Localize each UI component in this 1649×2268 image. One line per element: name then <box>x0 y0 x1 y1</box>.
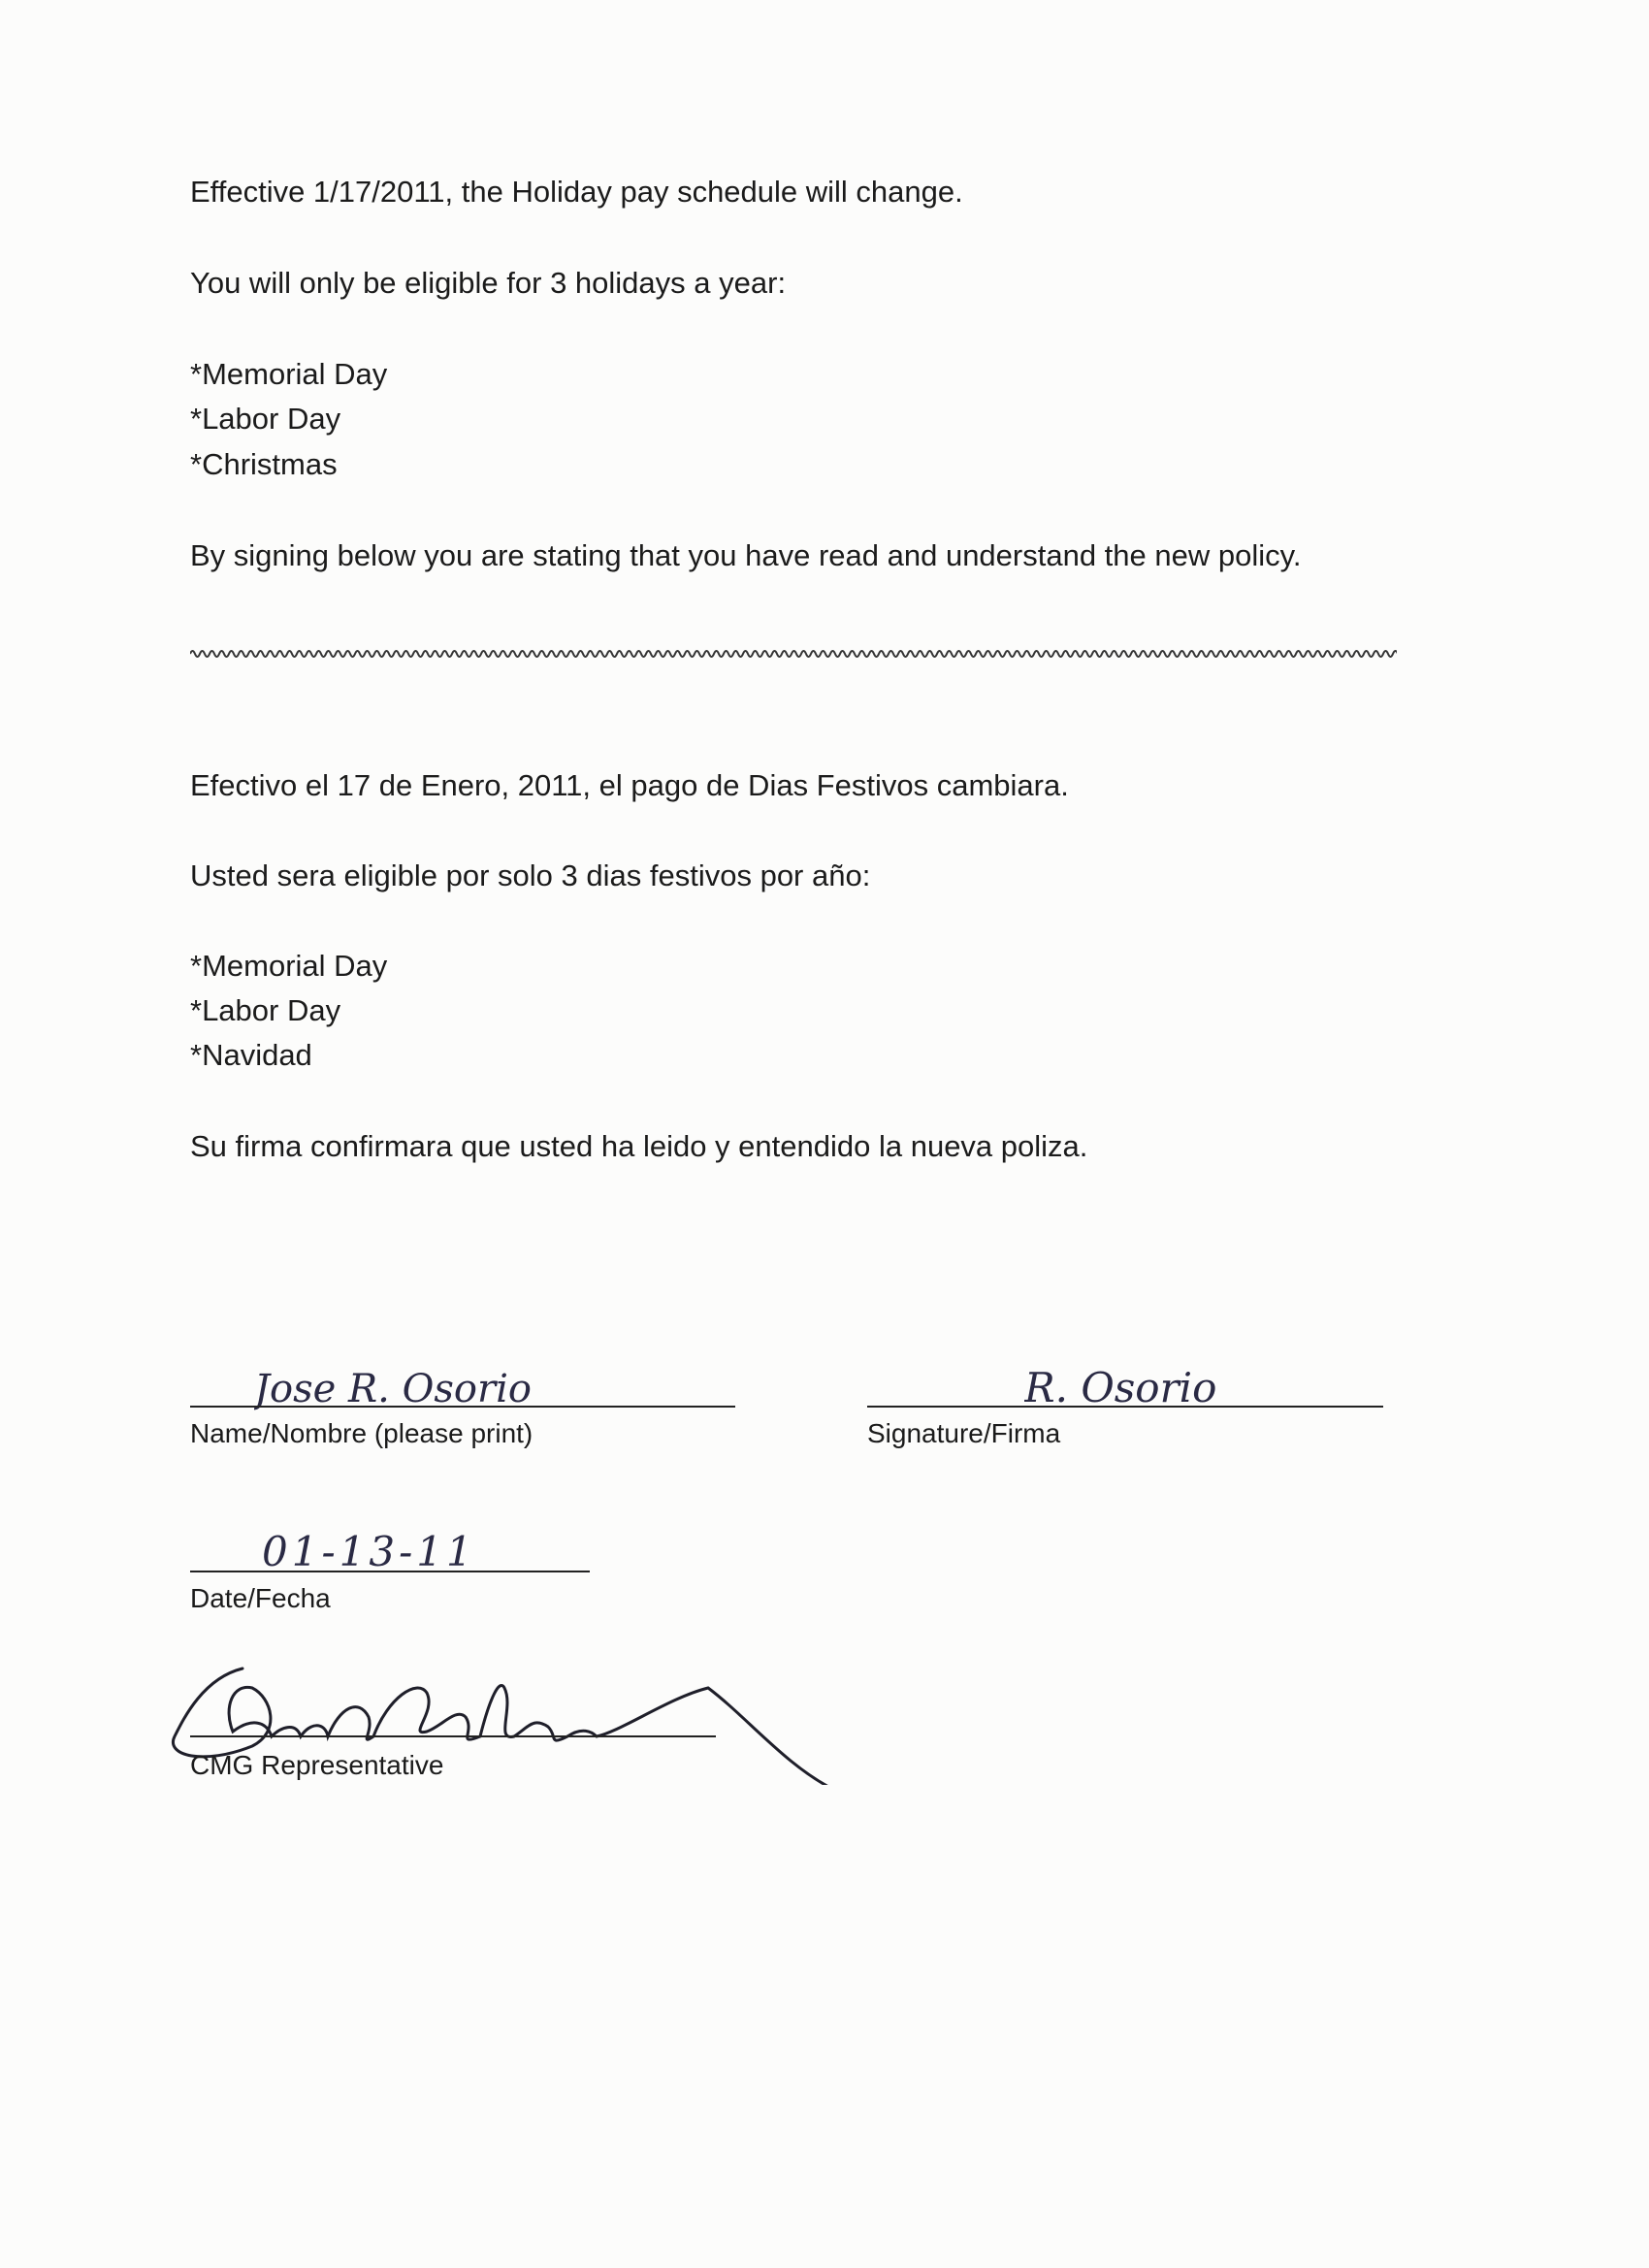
tilde-divider <box>190 644 1397 664</box>
english-holiday-2: *Labor Day <box>190 402 341 436</box>
date-handwriting <box>262 1523 534 1576</box>
spanish-eligibility: Usted sera eligible por solo 3 dias festivos por año: <box>190 859 871 892</box>
english-holiday-1: *Memorial Day <box>190 357 388 391</box>
spanish-holiday-3: *Navidad <box>190 1038 312 1072</box>
signature-label: Signature/Firma <box>867 1418 1061 1448</box>
svg-text:R. Osorio: R. Osorio <box>1024 1364 1217 1411</box>
english-acknowledgement: By signing below you are stating that you have read and understand the new policy. <box>190 538 1302 572</box>
spanish-holiday-1: *Memorial Day <box>190 949 388 983</box>
date-label: Date/Fecha <box>190 1583 331 1613</box>
spanish-intro: Efectivo el 17 de Enero, 2011, el pago de Dias Festivos cambiara. <box>190 768 1069 802</box>
svg-text:01-13-11: 01-13-11 <box>262 1528 476 1575</box>
english-intro: Effective 1/17/2011, the Holiday pay schedule will change. <box>190 175 963 209</box>
representative-label: CMG Representative <box>190 1750 444 1780</box>
signature-line <box>867 1406 1383 1408</box>
spanish-acknowledgement: Su firma confirmara que usted ha leido y entendido la nueva poliza. <box>190 1129 1088 1163</box>
representative-line <box>190 1735 716 1737</box>
english-holiday-3: *Christmas <box>190 447 338 481</box>
name-handwriting <box>254 1358 623 1416</box>
spanish-holiday-2: *Labor Day <box>190 993 341 1027</box>
svg-text:Jose R. Osorio: Jose R. Osorio <box>254 1367 532 1411</box>
english-eligibility: You will only be eligible for 3 holidays a year: <box>190 266 787 300</box>
date-line <box>190 1571 590 1572</box>
name-label: Name/Nombre (please print) <box>190 1418 534 1448</box>
name-line <box>190 1406 735 1408</box>
